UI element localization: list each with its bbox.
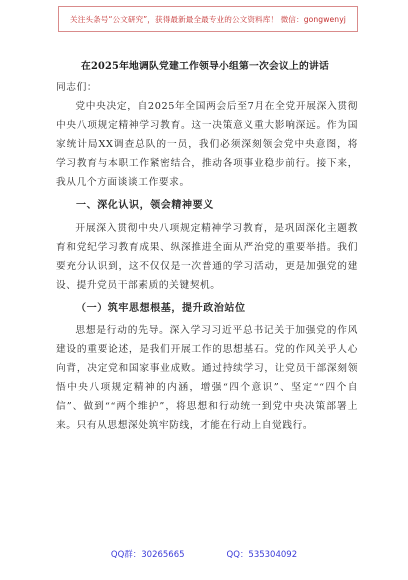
section-heading-1: 一、深化认识，领会精神要义 bbox=[76, 200, 214, 211]
document-body bbox=[56, 58, 358, 435]
intro-paragraph: 党中央决定，自2025年全国两会后至7月在全党开展深入贯彻中央八项规定精神学习教育。这一决策意义重大影响深远。作为国家统计局XX调查总队的一员，我们必须深刻领会党中央意图，将学习教育与本职工作紧密结合，推动各项事业稳步前行。接下来，我从几个方面谈谈工作要求。 bbox=[56, 101, 358, 188]
qq-group-text: QQ群：30265665 bbox=[110, 550, 185, 560]
subsection-heading-1: （一）筑牢思想根基，提升政治站位 bbox=[76, 303, 246, 314]
section-1-paragraph: 开展深入贯彻中央八项规定精神学习教育，是巩固深化主题教育和党纪学习教育成果、纵深推进全面从严治党的重要举措。我们要充分认识到，这不仅仅是一次普通的学习活动，更是加强党的建设、提升党员干部素质的关键契机。 bbox=[56, 223, 358, 291]
contact-footer bbox=[0, 548, 408, 560]
banner-text: 关注头条号“公文研究”，获得最新最全最专业的公文资料库！ 微信：gongwenyj bbox=[70, 14, 346, 24]
document-title: 在2025年地调队党建工作领导小组第一次会议上的讲话 bbox=[81, 61, 329, 72]
subsection-1-paragraph: 思想是行动的先导。深入学习习近平总书记关于加强党的作风建设的重要论述，是我们开展工作的思想基石。党的作风关乎人心向背，决定党和国家事业成败。通过持续学习，让党员干部深刻领悟中央八项规定精神的内涵，增强“四个意识”、坚定““四个自信”、做到““两个维护”，将思想和行动统一到党中央决策部署上来。只有从思想深处筑牢防线，才能在行动上自觉践行。 bbox=[56, 325, 358, 431]
greeting: 同志们： bbox=[56, 82, 98, 93]
qq-number-text: QQ：535304092 bbox=[226, 550, 298, 560]
watermark-banner bbox=[58, 6, 358, 32]
